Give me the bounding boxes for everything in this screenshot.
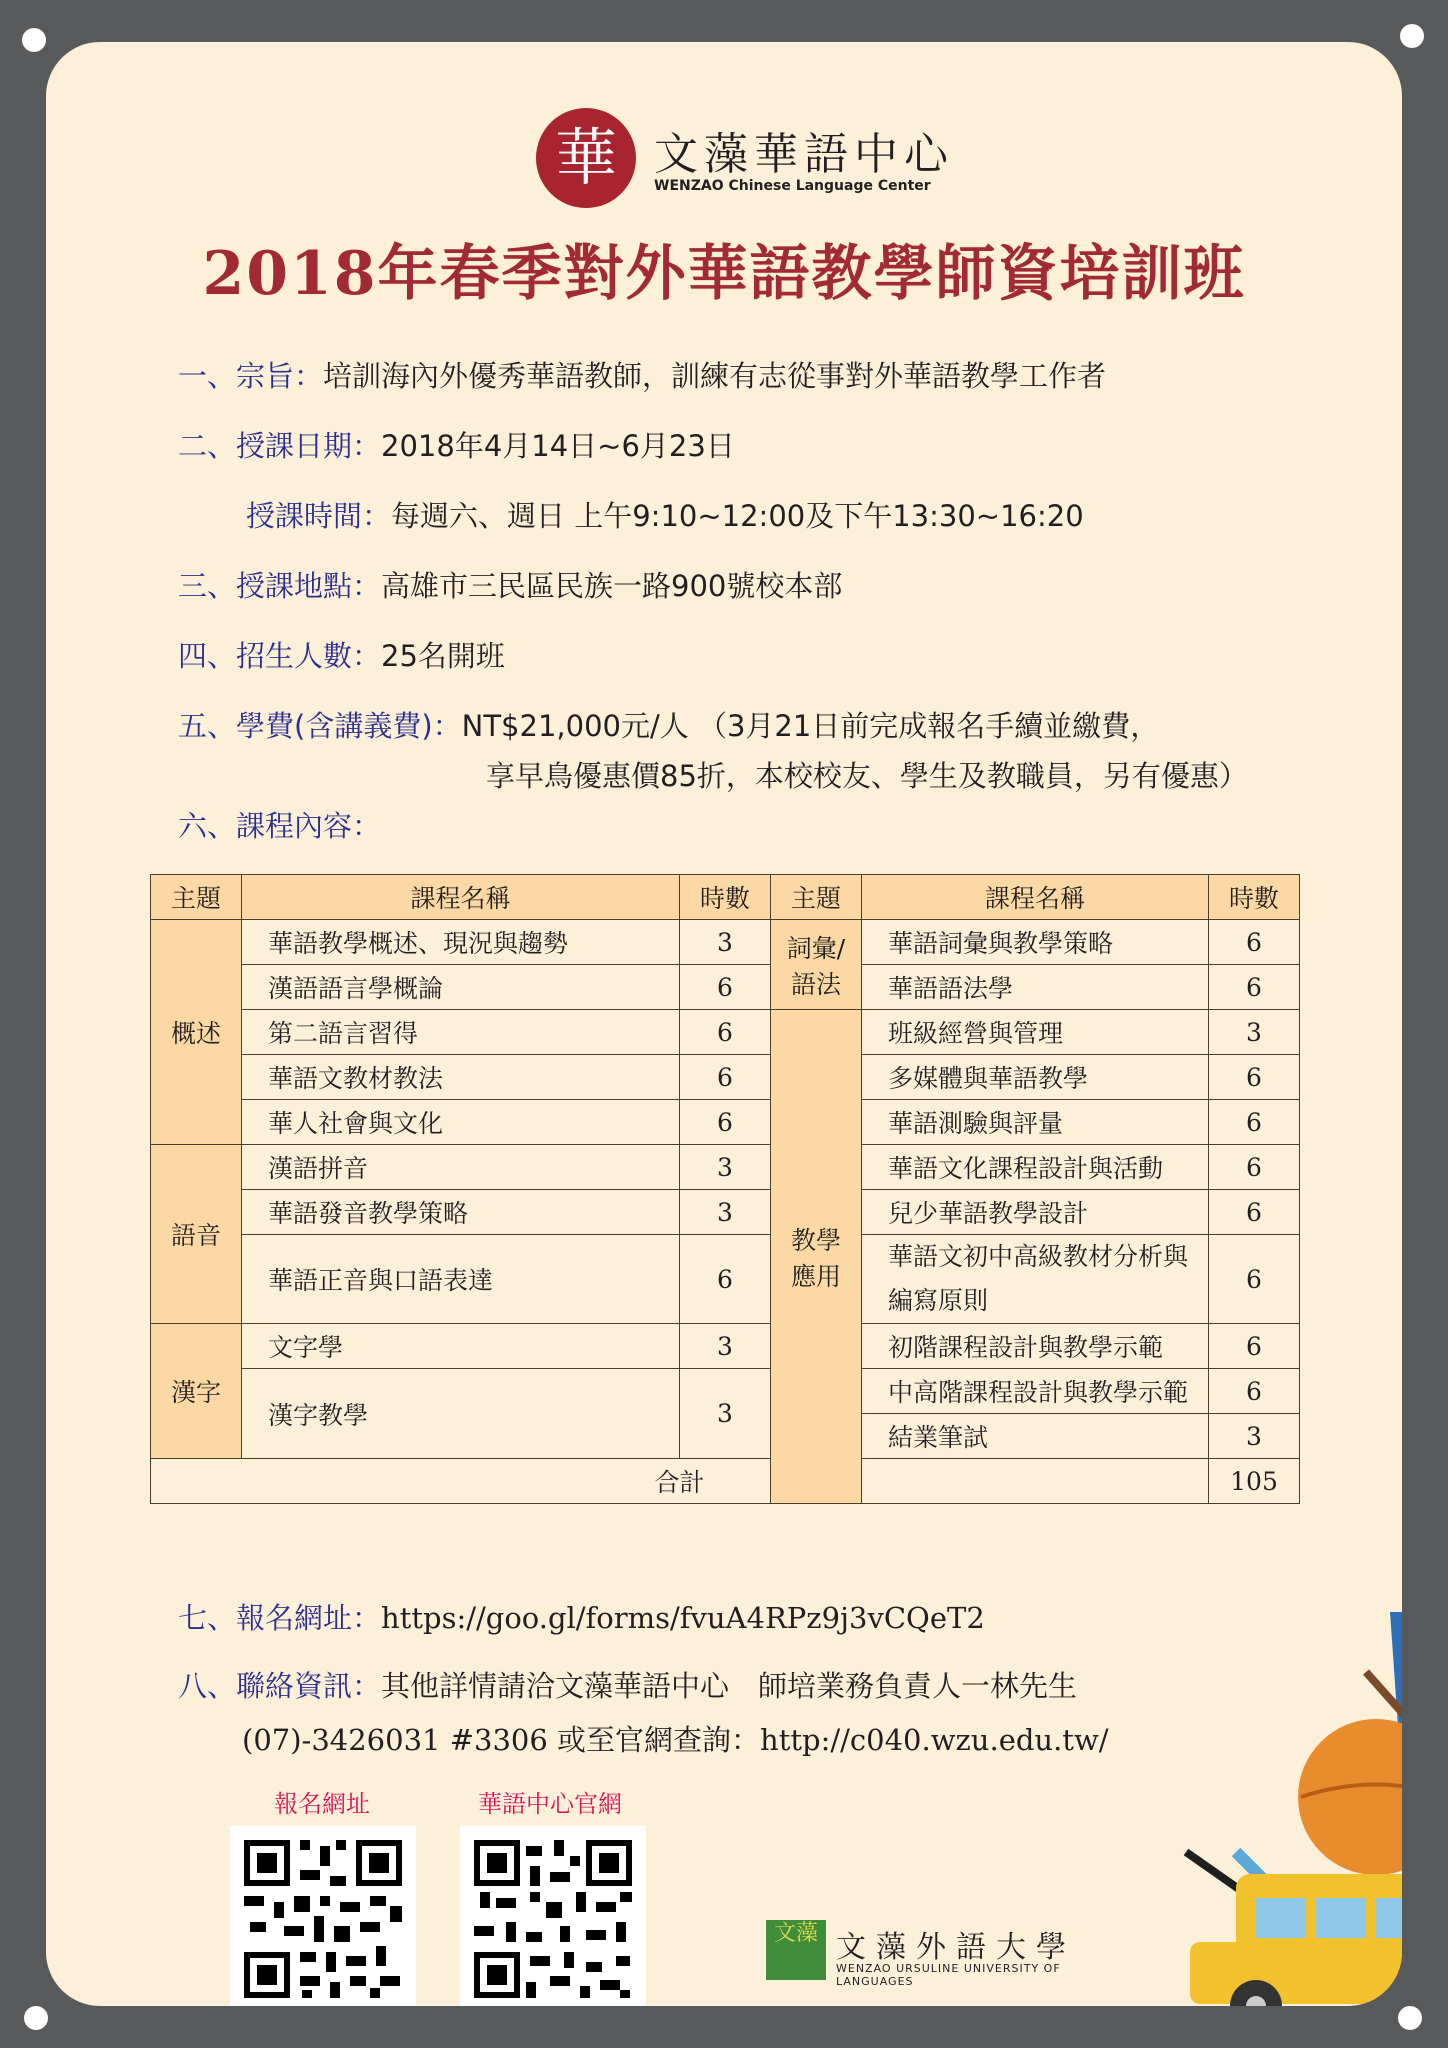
- course-name: 兒少華語教學設計: [862, 1190, 1209, 1235]
- course-name: 漢字教學: [242, 1369, 680, 1459]
- purpose-value: 培訓海內外優秀華語教師，訓練有志從事對外華語教學工作者: [323, 359, 1107, 393]
- total-label: 合計: [151, 1459, 1209, 1504]
- course-name: 第二語言習得: [242, 1010, 680, 1055]
- fee-value-2: 享早鳥優惠價85折，本校校友、學生及教職員，另有優惠）: [486, 759, 1248, 793]
- table-total-row: [151, 1459, 1300, 1504]
- course-name: 華語測驗與評量: [862, 1100, 1209, 1145]
- course-name: 華語詞彙與教學策略: [862, 920, 1209, 965]
- course-name: 華語文初中高級教材分析與編寫原則: [862, 1235, 1209, 1324]
- topic-cell: 教學應用: [771, 1010, 862, 1504]
- course-name: 華人社會與文化: [242, 1100, 680, 1145]
- header-topic-right: 主題: [771, 875, 862, 920]
- contact-text: 其他詳情請洽文藻華語中心 師培業務負責人一林先生: [381, 1669, 1078, 1703]
- course-heading: [178, 804, 381, 845]
- course-name: 中高階課程設計與教學示範: [862, 1369, 1209, 1414]
- course-hours: 6: [1209, 1369, 1300, 1414]
- corner-dot-tr: [1400, 24, 1424, 48]
- contact-line: [178, 1664, 1077, 1705]
- qr-label-official: 華語中心官網: [478, 1790, 622, 1818]
- university-name: 文藻外語大學: [836, 1930, 1076, 1965]
- basketball-icon: [1298, 1719, 1402, 1875]
- enroll-label: 四、招生人數：: [178, 639, 382, 673]
- course-name: 華語文教材教法: [242, 1055, 680, 1100]
- place-line: [178, 564, 842, 605]
- course-hours: 3: [680, 1369, 771, 1459]
- table-row: [151, 1324, 1300, 1369]
- table-row: [151, 1190, 1300, 1235]
- poster-card: [46, 42, 1402, 2006]
- course-hours: 6: [1209, 1100, 1300, 1145]
- header-topic-left: 主題: [151, 875, 242, 920]
- time-line: [246, 494, 1084, 535]
- course-name: 華語語法學: [862, 965, 1209, 1010]
- time-value: 每週六、週日 上午9:10~12:00及下午13:30~16:20: [391, 499, 1084, 533]
- course-hours: 6: [680, 1100, 771, 1145]
- table-row: [151, 1010, 1300, 1055]
- course-name: 漢語語言學概論: [242, 965, 680, 1010]
- course-hours: 3: [1209, 1010, 1300, 1055]
- topic-cell: 概述: [151, 920, 242, 1145]
- header-course-right: 課程名稱: [862, 875, 1209, 920]
- course-hours: 6: [1209, 1235, 1300, 1324]
- course-hours: 6: [1209, 1324, 1300, 1369]
- phone-line: (07)-3426031 #3306 或至官網查詢：http://c040.wzu.edu.tw/: [242, 1723, 1109, 1757]
- corner-dot-bl: [24, 2006, 48, 2030]
- page-title: 2018年春季對外華語教學師資培訓班: [202, 239, 1246, 309]
- course-hours: 6: [1209, 965, 1300, 1010]
- course-hours: 6: [1209, 1145, 1300, 1190]
- table-row: [151, 1235, 1300, 1324]
- topic-cell: 漢字: [151, 1324, 242, 1459]
- course-table: [150, 874, 1300, 1504]
- table-row: [151, 1369, 1300, 1414]
- university-logo: [766, 1920, 1096, 1988]
- url-line: [178, 1596, 985, 1637]
- official-site-qr-code[interactable]: [460, 1826, 646, 2006]
- url-label: 七、報名網址：: [178, 1601, 382, 1635]
- table-header-row: [151, 875, 1300, 920]
- table-row: [151, 965, 1300, 1010]
- course-hours: 6: [680, 1010, 771, 1055]
- table-row: [151, 1100, 1300, 1145]
- course-name: 華語正音與口語表達: [242, 1235, 680, 1324]
- enroll-value: 25名開班: [381, 639, 505, 673]
- fee-line: [178, 704, 1159, 745]
- course-name: 班級經營與管理: [862, 1010, 1209, 1055]
- logo-name: 文藻華語中心: [654, 129, 954, 180]
- date-label: 二、授課日期：: [178, 429, 382, 463]
- course-hours: 6: [680, 1235, 771, 1324]
- table-row: [151, 1145, 1300, 1190]
- course-hours: 3: [1209, 1414, 1300, 1459]
- header-hours-right: 時數: [1209, 875, 1300, 920]
- purpose-line: [178, 354, 1106, 395]
- course-name: 多媒體與華語教學: [862, 1055, 1209, 1100]
- university-mark-icon: 文藻: [766, 1920, 826, 1980]
- course-name: 漢語拼音: [242, 1145, 680, 1190]
- contact-label: 八、聯絡資訊：: [178, 1669, 382, 1703]
- corner-dot-br: [1398, 2006, 1422, 2030]
- course-name: 華語發音教學策略: [242, 1190, 680, 1235]
- topic-cell: 詞彙/語法: [771, 920, 862, 1010]
- course-hours: 6: [680, 1055, 771, 1100]
- fee-value-1: NT$21,000元/人 （3月21日前完成報名手續並繳費，: [461, 709, 1160, 743]
- course-name: 文字學: [242, 1324, 680, 1369]
- logo-seal-icon: 華: [536, 108, 636, 208]
- course-hours: 3: [680, 1324, 771, 1369]
- signup-url-link[interactable]: https://goo.gl/forms/fvuA4RPz9j3vCQeT2: [381, 1601, 985, 1635]
- header-course-left: 課程名稱: [242, 875, 680, 920]
- purpose-label: 一、宗旨：: [178, 359, 324, 393]
- course-hours: 6: [680, 965, 771, 1010]
- total-hours: 105: [1209, 1459, 1300, 1504]
- enroll-line: [178, 634, 505, 675]
- course-label: 六、課程內容：: [178, 809, 382, 843]
- course-hours: 6: [1209, 1055, 1300, 1100]
- place-label: 三、授課地點：: [178, 569, 382, 603]
- course-hours: 6: [1209, 1190, 1300, 1235]
- course-name: 結業筆試: [862, 1414, 1209, 1459]
- course-hours: 3: [680, 1190, 771, 1235]
- course-hours: 3: [680, 1145, 771, 1190]
- date-value: 2018年4月14日~6月23日: [381, 429, 735, 463]
- date-line: [178, 424, 735, 465]
- corner-dot-tl: [22, 28, 46, 52]
- place-value: 高雄市三民區民族一路900號校本部: [381, 569, 843, 603]
- qr-label-signup: 報名網址: [274, 1790, 370, 1818]
- course-name: 華語文化課程設計與活動: [862, 1145, 1209, 1190]
- logo-english: WENZAO Chinese Language Center: [654, 178, 931, 194]
- fee-label: 五、學費(含講義費)：: [178, 709, 462, 743]
- course-name: 華語教學概述、現況與趨勢: [242, 920, 680, 965]
- header-hours-left: 時數: [680, 875, 771, 920]
- time-label: 授課時間：: [246, 499, 392, 533]
- school-bus-illustration: [1106, 1612, 1402, 2006]
- table-row: [151, 920, 1300, 965]
- university-english: WENZAO URSULINE UNIVERSITY OF LANGUAGES: [836, 1962, 1061, 1988]
- course-hours: 3: [680, 920, 771, 965]
- course-name: 初階課程設計與教學示範: [862, 1324, 1209, 1369]
- table-row: [151, 1055, 1300, 1100]
- course-hours: 6: [1209, 920, 1300, 965]
- topic-cell: 語音: [151, 1145, 242, 1324]
- fee-line-2: [486, 754, 1248, 795]
- signup-qr-code[interactable]: [230, 1826, 416, 2006]
